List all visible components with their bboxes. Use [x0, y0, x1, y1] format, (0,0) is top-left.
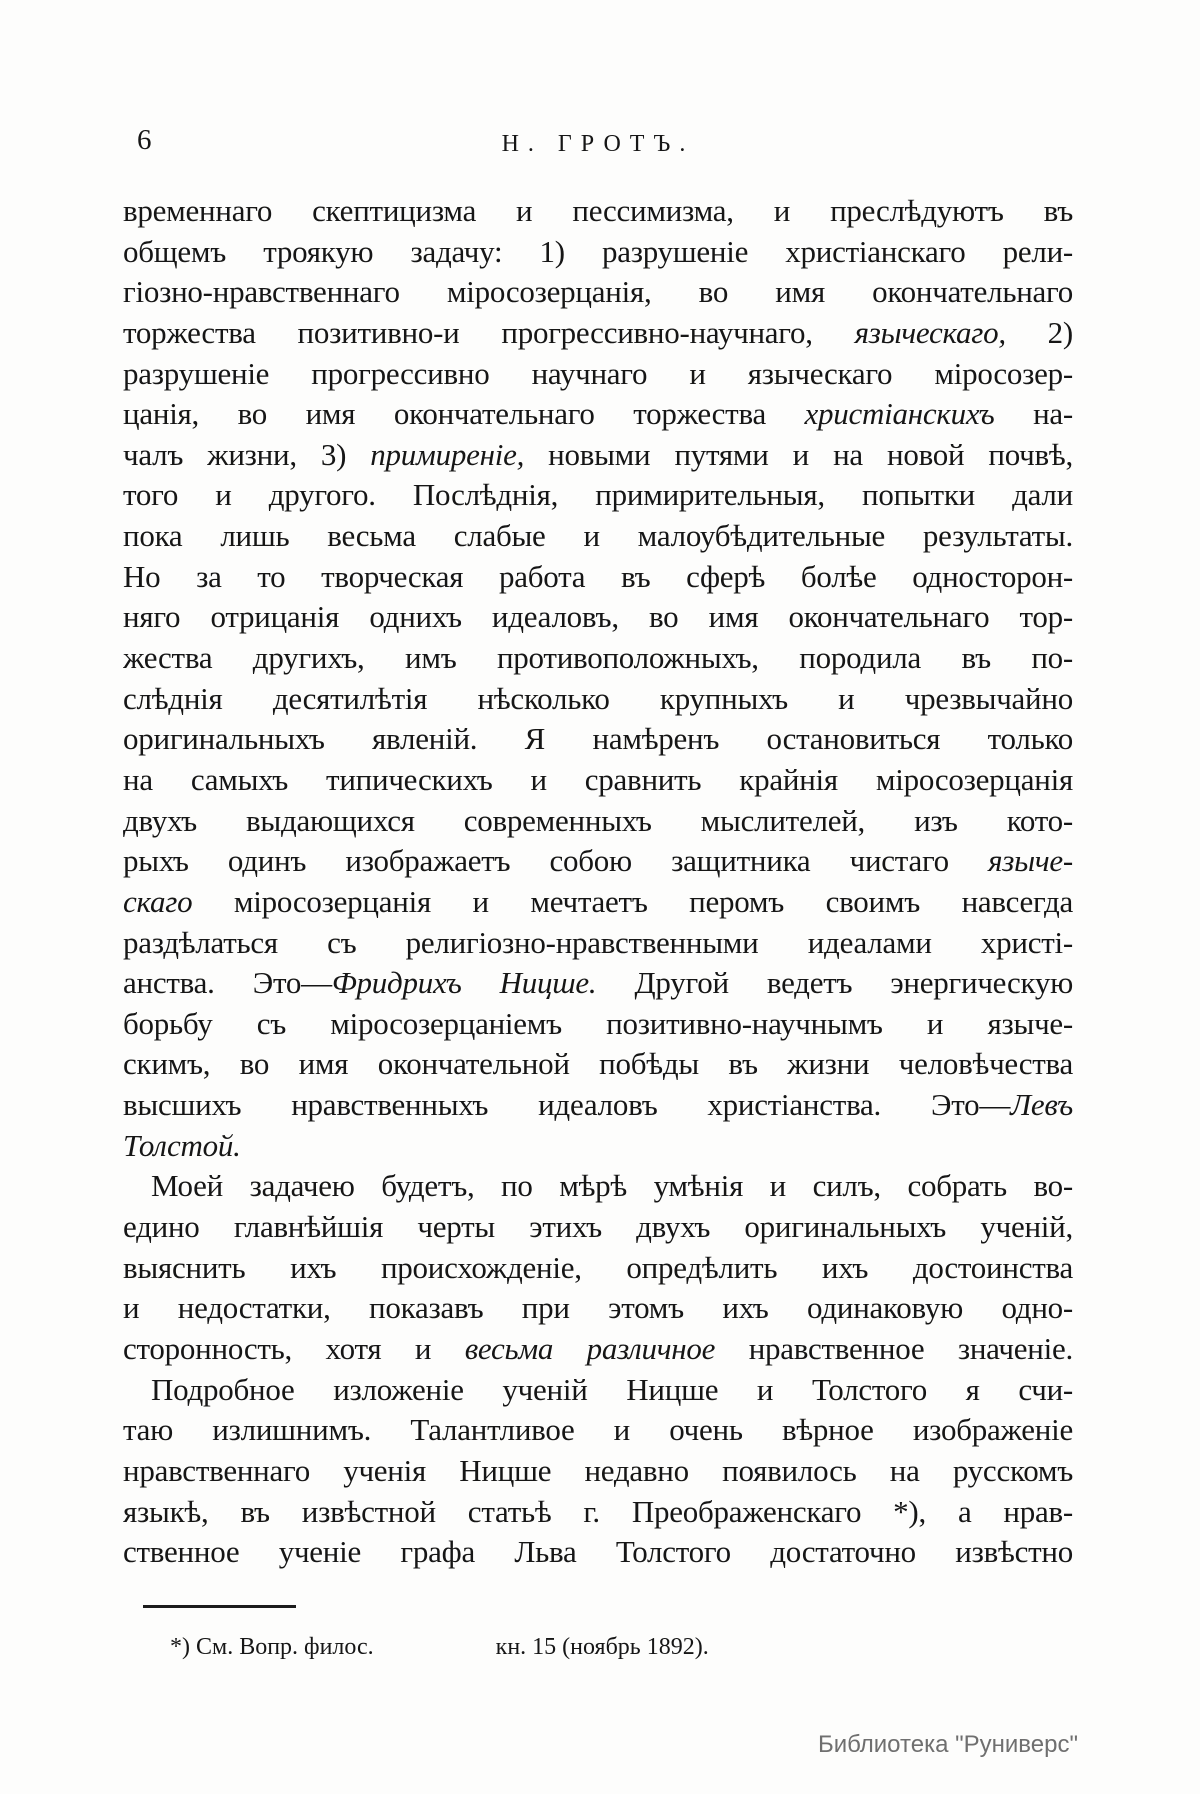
italic-text-segment: Левъ: [1010, 1087, 1073, 1123]
text-segment: Другой ведетъ энергическую: [596, 965, 1073, 1001]
text-segment: міросозерцанія и мечтаетъ перомъ своимъ навсегда: [192, 883, 1073, 919]
italic-text-segment: скаго: [123, 883, 193, 919]
library-watermark: Библиотека "Руниверс": [817, 1731, 1078, 1758]
running-title: Н. ГРОТЪ.: [501, 131, 695, 157]
text-segment: новыми путями и на новой почвѣ,: [524, 436, 1073, 472]
text-line: [123, 760, 1073, 801]
text-segment: рыхъ одинъ изображаетъ собою защитника чистаго: [123, 843, 989, 879]
footnote: [123, 1632, 1073, 1662]
text-line: [123, 638, 1073, 679]
text-segment: сторонность, хотя и: [123, 1330, 465, 1366]
text-line: [123, 1288, 1073, 1329]
text-segment: языкѣ, въ извѣстной статьѣ г. Преображенскаго *), а нрав-: [123, 1493, 1073, 1529]
text-line: [123, 882, 1073, 923]
text-line: [123, 1044, 1073, 1085]
footnote-issue: кн. 15 (ноябрь 1892).: [495, 1634, 709, 1660]
italic-text-segment: языческаго,: [854, 314, 1006, 350]
text-segment: таю излишнимъ. Талантливое и очень вѣрное изображеніе: [123, 1412, 1073, 1448]
text-segment: временнаго скептицизма и пессимизма, и преслѣдуютъ въ: [123, 193, 1073, 228]
text-segment: едино главнѣйшія черты этихъ двухъ оригинальныхъ ученій,: [123, 1209, 1073, 1245]
text-segment: няго отрицанія однихъ идеаловъ, во имя окончательнаго тор-: [123, 599, 1073, 635]
body-text: [123, 191, 1073, 1573]
text-segment: раздѣлаться съ религіозно-нравственными идеалами христі-: [123, 924, 1073, 960]
text-line: [123, 679, 1073, 720]
text-line: [123, 354, 1073, 395]
text-line: [123, 1166, 1073, 1207]
text-segment: нравственное значеніе.: [715, 1330, 1073, 1366]
text-segment: цанія, во имя окончательнаго торжества: [123, 396, 805, 432]
text-segment: слѣднія десятилѣтія нѣсколько крупныхъ и чрезвычайно: [123, 680, 1073, 716]
text-segment: Но за то творческая работа въ сферѣ болѣе односторон-: [123, 558, 1073, 594]
text-line: [123, 1004, 1073, 1045]
text-line: [123, 191, 1073, 232]
text-line: [123, 1329, 1073, 1370]
page-number: 6: [137, 124, 152, 156]
text-line: [123, 394, 1073, 435]
text-segment: чалъ жизни, 3): [123, 436, 371, 472]
text-segment: выяснить ихъ происхожденіе, опредѣлить ихъ достоинства: [123, 1249, 1073, 1285]
footnote-reference: *) См. Вопр. филос.: [170, 1634, 374, 1660]
text-line: [123, 801, 1073, 842]
text-line: [123, 1248, 1073, 1289]
text-segment: разрушеніе прогрессивно научнаго и языческаго міросозер-: [123, 355, 1073, 391]
text-segment: нравственнаго ученія Ницше недавно появилось на русскомъ: [123, 1452, 1073, 1488]
italic-text-segment: весьма различное: [464, 1330, 716, 1366]
text-segment: скимъ, во имя окончательной побѣды въ жизни человѣчества: [123, 1046, 1073, 1082]
text-segment: анства. Это—: [123, 965, 332, 1001]
text-line: [123, 963, 1073, 1004]
text-segment: общемъ троякую задачу: 1) разрушеніе христіанскаго рели-: [123, 233, 1073, 269]
text-line: [123, 841, 1073, 882]
text-line: [123, 435, 1073, 476]
text-segment: гіозно-нравственнаго міросозерцанія, во имя окончательнаго: [123, 274, 1073, 310]
text-line: [123, 1085, 1073, 1126]
text-segment: борьбу съ міросозерцаніемъ позитивно-научнымъ и языче-: [123, 1005, 1073, 1041]
running-head: [123, 124, 1073, 160]
text-line: [123, 719, 1073, 760]
text-segment: и недостатки, показавъ при этомъ ихъ одинаковую одно-: [123, 1290, 1073, 1326]
text-segment: ственное ученіе графа Льва Толстого достаточно извѣстно: [123, 1534, 1073, 1570]
text-line: [123, 1410, 1073, 1451]
text-line: [123, 557, 1073, 598]
text-segment: высшихъ нравственныхъ идеаловъ христіанства. Это—: [123, 1087, 1011, 1123]
text-line: [123, 272, 1073, 313]
text-segment: Подробное изложеніе ученій Ницше и Толстого я счи-: [151, 1371, 1073, 1407]
text-segment: жества другихъ, имъ противоположныхъ, породила въ по-: [123, 640, 1073, 676]
italic-text-segment: Толстой.: [123, 1127, 241, 1163]
text-line: [123, 516, 1073, 557]
text-line: [123, 1451, 1073, 1492]
text-segment: пока лишь весьма слабые и малоубѣдительные результаты.: [123, 518, 1073, 554]
text-segment: на самыхъ типическихъ и сравнить крайнія міросозерцанія: [123, 761, 1073, 797]
text-line: [123, 232, 1073, 273]
italic-text-segment: Фридрихъ Ницше.: [331, 965, 597, 1001]
text-line: [123, 1492, 1073, 1533]
text-line: [123, 475, 1073, 516]
text-segment: 2): [1005, 314, 1073, 350]
text-segment: того и другого. Послѣднія, примирительныя, попытки дали: [123, 477, 1073, 513]
text-segment: на-: [994, 396, 1073, 432]
text-segment: торжества позитивно-и прогрессивно-научнаго,: [123, 314, 855, 350]
text-line: [123, 1126, 1073, 1167]
italic-text-segment: языче-: [988, 843, 1073, 879]
text-line: [123, 1532, 1073, 1573]
italic-text-segment: христіанскихъ: [804, 396, 995, 432]
text-line: [123, 1370, 1073, 1411]
text-line: [123, 1207, 1073, 1248]
text-line: [123, 597, 1073, 638]
text-segment: двухъ выдающихся современныхъ мыслителей, изъ кото-: [123, 802, 1073, 838]
italic-text-segment: примиреніе,: [370, 436, 525, 472]
footnote-rule: [143, 1605, 296, 1608]
text-line: [123, 923, 1073, 964]
text-segment: Моей задачею будетъ, по мѣрѣ умѣнія и силъ, собрать во-: [151, 1168, 1073, 1204]
text-line: [123, 313, 1073, 354]
text-segment: оригинальныхъ явленій. Я намѣренъ остановиться только: [123, 721, 1073, 757]
